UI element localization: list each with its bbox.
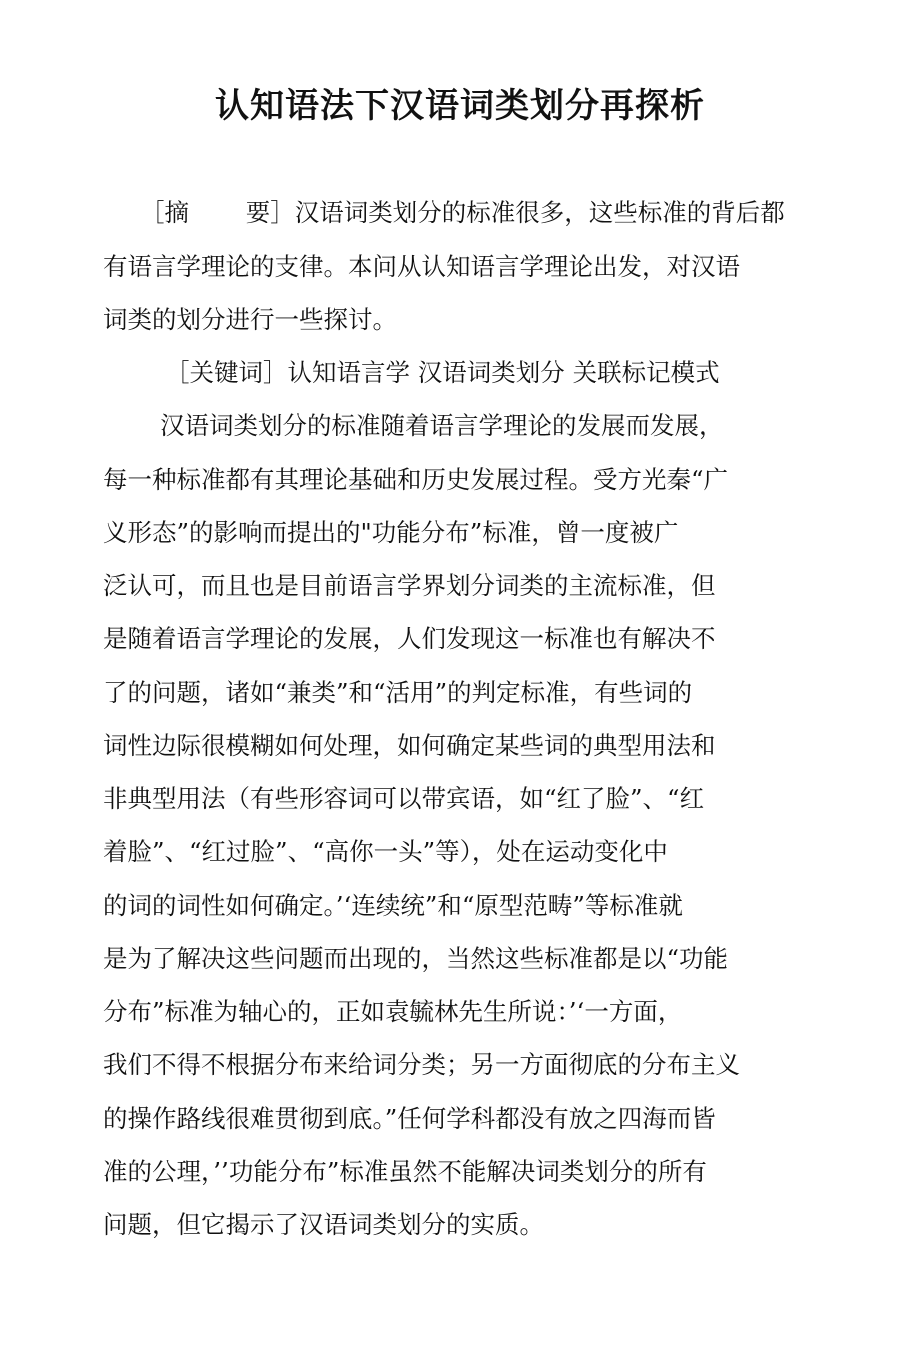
body-line: 泛认可，而且也是目前语言学界划分词类的主流标准，但 — [103, 571, 716, 600]
body-line: 每一种标准都有其理论基础和历史发展过程。受方光秦“广 — [103, 465, 729, 494]
document-title: 认知语法下汉语词类划分再探析 — [215, 86, 705, 126]
body-line: 汉语词类划分的标准随着语言学理论的发展而发展， — [160, 411, 724, 440]
body-line: 准的公理，’’功能分布”标准虽然不能解决词类划分的所有 — [103, 1157, 707, 1186]
body-line: 我们不得不根据分布来给词分类；另一方面彻底的分布主义 — [103, 1050, 740, 1079]
body-line: 着脸”、“红过脸”、“高你一头”等），处在运动变化中 — [103, 837, 668, 866]
body-line: 的词的词性如何确定。’‘连续统”和“原型范畴”等标准就 — [103, 891, 683, 920]
body-line: 非典型用法（有些形容词可以带宾语，如“红了脸”、“红 — [103, 784, 705, 813]
body-line: 了的问题，诸如“兼类”和“活用”的判定标准，有些词的 — [103, 678, 693, 707]
keywords-line: ［关键词］认知语言学 汉语词类划分 关联标记模式 — [165, 358, 720, 387]
body-line: 是随着语言学理论的发展，人们发现这一标准也有解决不 — [103, 624, 716, 653]
body-line: 是为了解决这些问题而出现的，当然这些标准都是以“功能 — [103, 944, 729, 973]
body-line: 义形态”的影响而提出的"功能分布”标准，曾一度被广 — [103, 518, 679, 547]
body-line: 问题，但它揭示了汉语词类划分的实质。 — [103, 1210, 544, 1239]
abstract-line: 有语言学理论的支律。本问从认知语言学理论出发，对汉语 — [103, 252, 740, 281]
abstract-line: 词类的划分进行一些探讨。 — [103, 305, 397, 334]
body-line: 分布”标准为轴心的，正如袁毓林先生所说：’‘一方面， — [103, 997, 683, 1026]
body-line: 词性边际很模糊如何处理，如何确定某些词的典型用法和 — [103, 731, 716, 760]
abstract-line: ［摘 要］汉语词类划分的标准很多，这些标准的背后都 — [140, 198, 785, 227]
body-line: 的操作路线很难贯彻到底。”任何学科都没有放之四海而皆 — [103, 1104, 716, 1133]
